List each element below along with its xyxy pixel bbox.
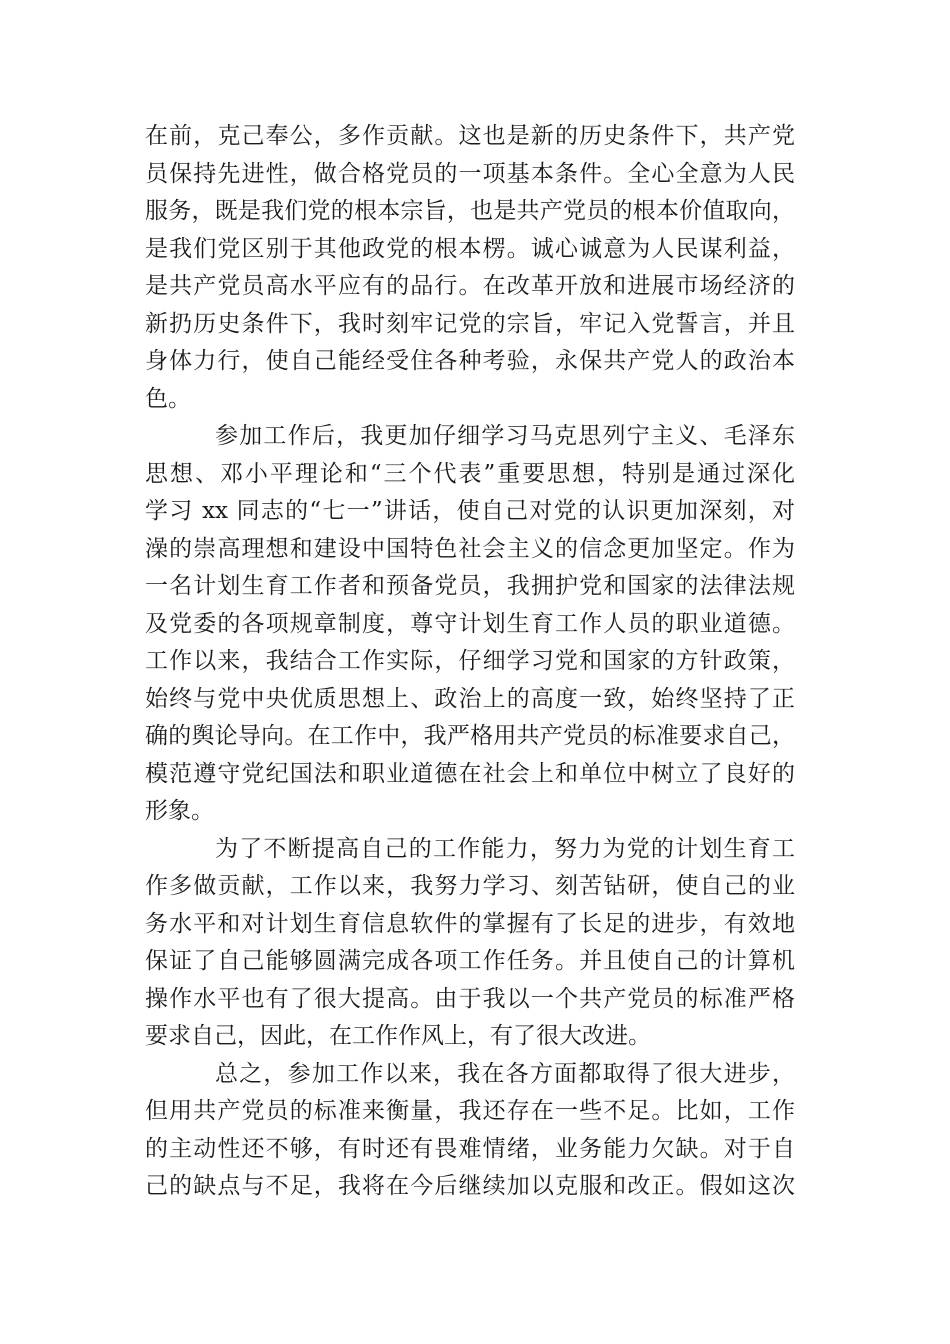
text-line: 澡的崇高理想和建设中国特色社会主义的信念更加坚定。作为 xyxy=(145,535,795,562)
text-line: 的主动性还不够，有时还有畏难情绪，业务能力欠缺。对于自 xyxy=(145,1135,795,1162)
text-line: 学习 xx 同志的“七一”讲话，使自己对党的认识更加深刻，对 xyxy=(145,498,795,524)
text-line: 思想、邓小平理论和“三个代表”重要思想，特别是通过深化 xyxy=(145,460,795,487)
text-line: 己的缺点与不足，我将在今后继续加以克服和改正。假如这次 xyxy=(145,1173,795,1199)
paragraph-first-line: 参加工作后，我更加仔细学习马克思列宁主义、毛泽东 xyxy=(215,423,795,449)
text-line: 及党委的各项规章制度，尊守计划生育工作人员的职业道德。 xyxy=(145,610,795,637)
text-line: 新扔历史条件下，我时刻牢记党的宗旨，牢记入党誓言，并且 xyxy=(145,310,795,337)
text-line: 在前，克己奉公，多作贡献。这也是新的历史条件下，共产党 xyxy=(145,123,795,149)
text-line: 务水平和对计划生育信息软件的掌握有了长足的进步，有效地 xyxy=(145,910,795,937)
text-line: 要求自己，因此，在工作作风上，有了很大改进。 xyxy=(145,1023,651,1049)
text-line: 但用共产党员的标准来衡量，我还存在一些不足。比如，工作 xyxy=(145,1098,795,1124)
text-line: 操作水平也有了很大提高。由于我以一个共产党员的标准严格 xyxy=(145,985,795,1012)
text-line: 身体力行，使自己能经受住各种考验，永保共产党人的政治本 xyxy=(145,348,795,374)
text-line: 员保持先进性，做合格党员的一项基本条件。全心全意为人民 xyxy=(145,160,795,187)
text-line: 确的舆论导向。在工作中，我严格用共产党员的标准要求自己， xyxy=(145,723,795,749)
text-line: 始终与党中央优质思想上、政治上的高度一致，始终坚持了正 xyxy=(145,685,795,712)
text-line: 是共产党员高水平应有的品行。在改革开放和进展市场经济的 xyxy=(145,273,795,299)
text-line: 服务，既是我们党的根本宗旨，也是共产党员的根本价值取向， xyxy=(145,198,795,224)
paragraph-first-line: 为了不断提高自己的工作能力，努力为党的计划生育工 xyxy=(215,835,795,862)
text-line: 保证了自己能够圆满完成各项工作任务。并且使自己的计算机 xyxy=(145,948,795,974)
text-line: 形象。 xyxy=(145,798,214,824)
paragraph-first-line: 总之，参加工作以来，我在各方面都取得了很大进步， xyxy=(215,1060,795,1087)
text-line: 作多做贡献，工作以来，我努力学习、刻苦钻研，使自己的业 xyxy=(145,873,795,899)
text-line: 色。 xyxy=(145,385,191,412)
text-line: 模范遵守党纪国法和职业道德在社会上和单位中树立了良好的 xyxy=(145,760,795,787)
text-line: 是我们党区别于其他政党的根本楞。诚心诚意为人民谋利益， xyxy=(145,235,795,262)
document-body xyxy=(145,118,795,1206)
text-line: 工作以来，我结合工作实际，仔细学习党和国家的方针政策， xyxy=(145,648,795,674)
text-line: 一名计划生育工作者和预备党员，我拥护党和国家的法律法规 xyxy=(145,573,795,599)
